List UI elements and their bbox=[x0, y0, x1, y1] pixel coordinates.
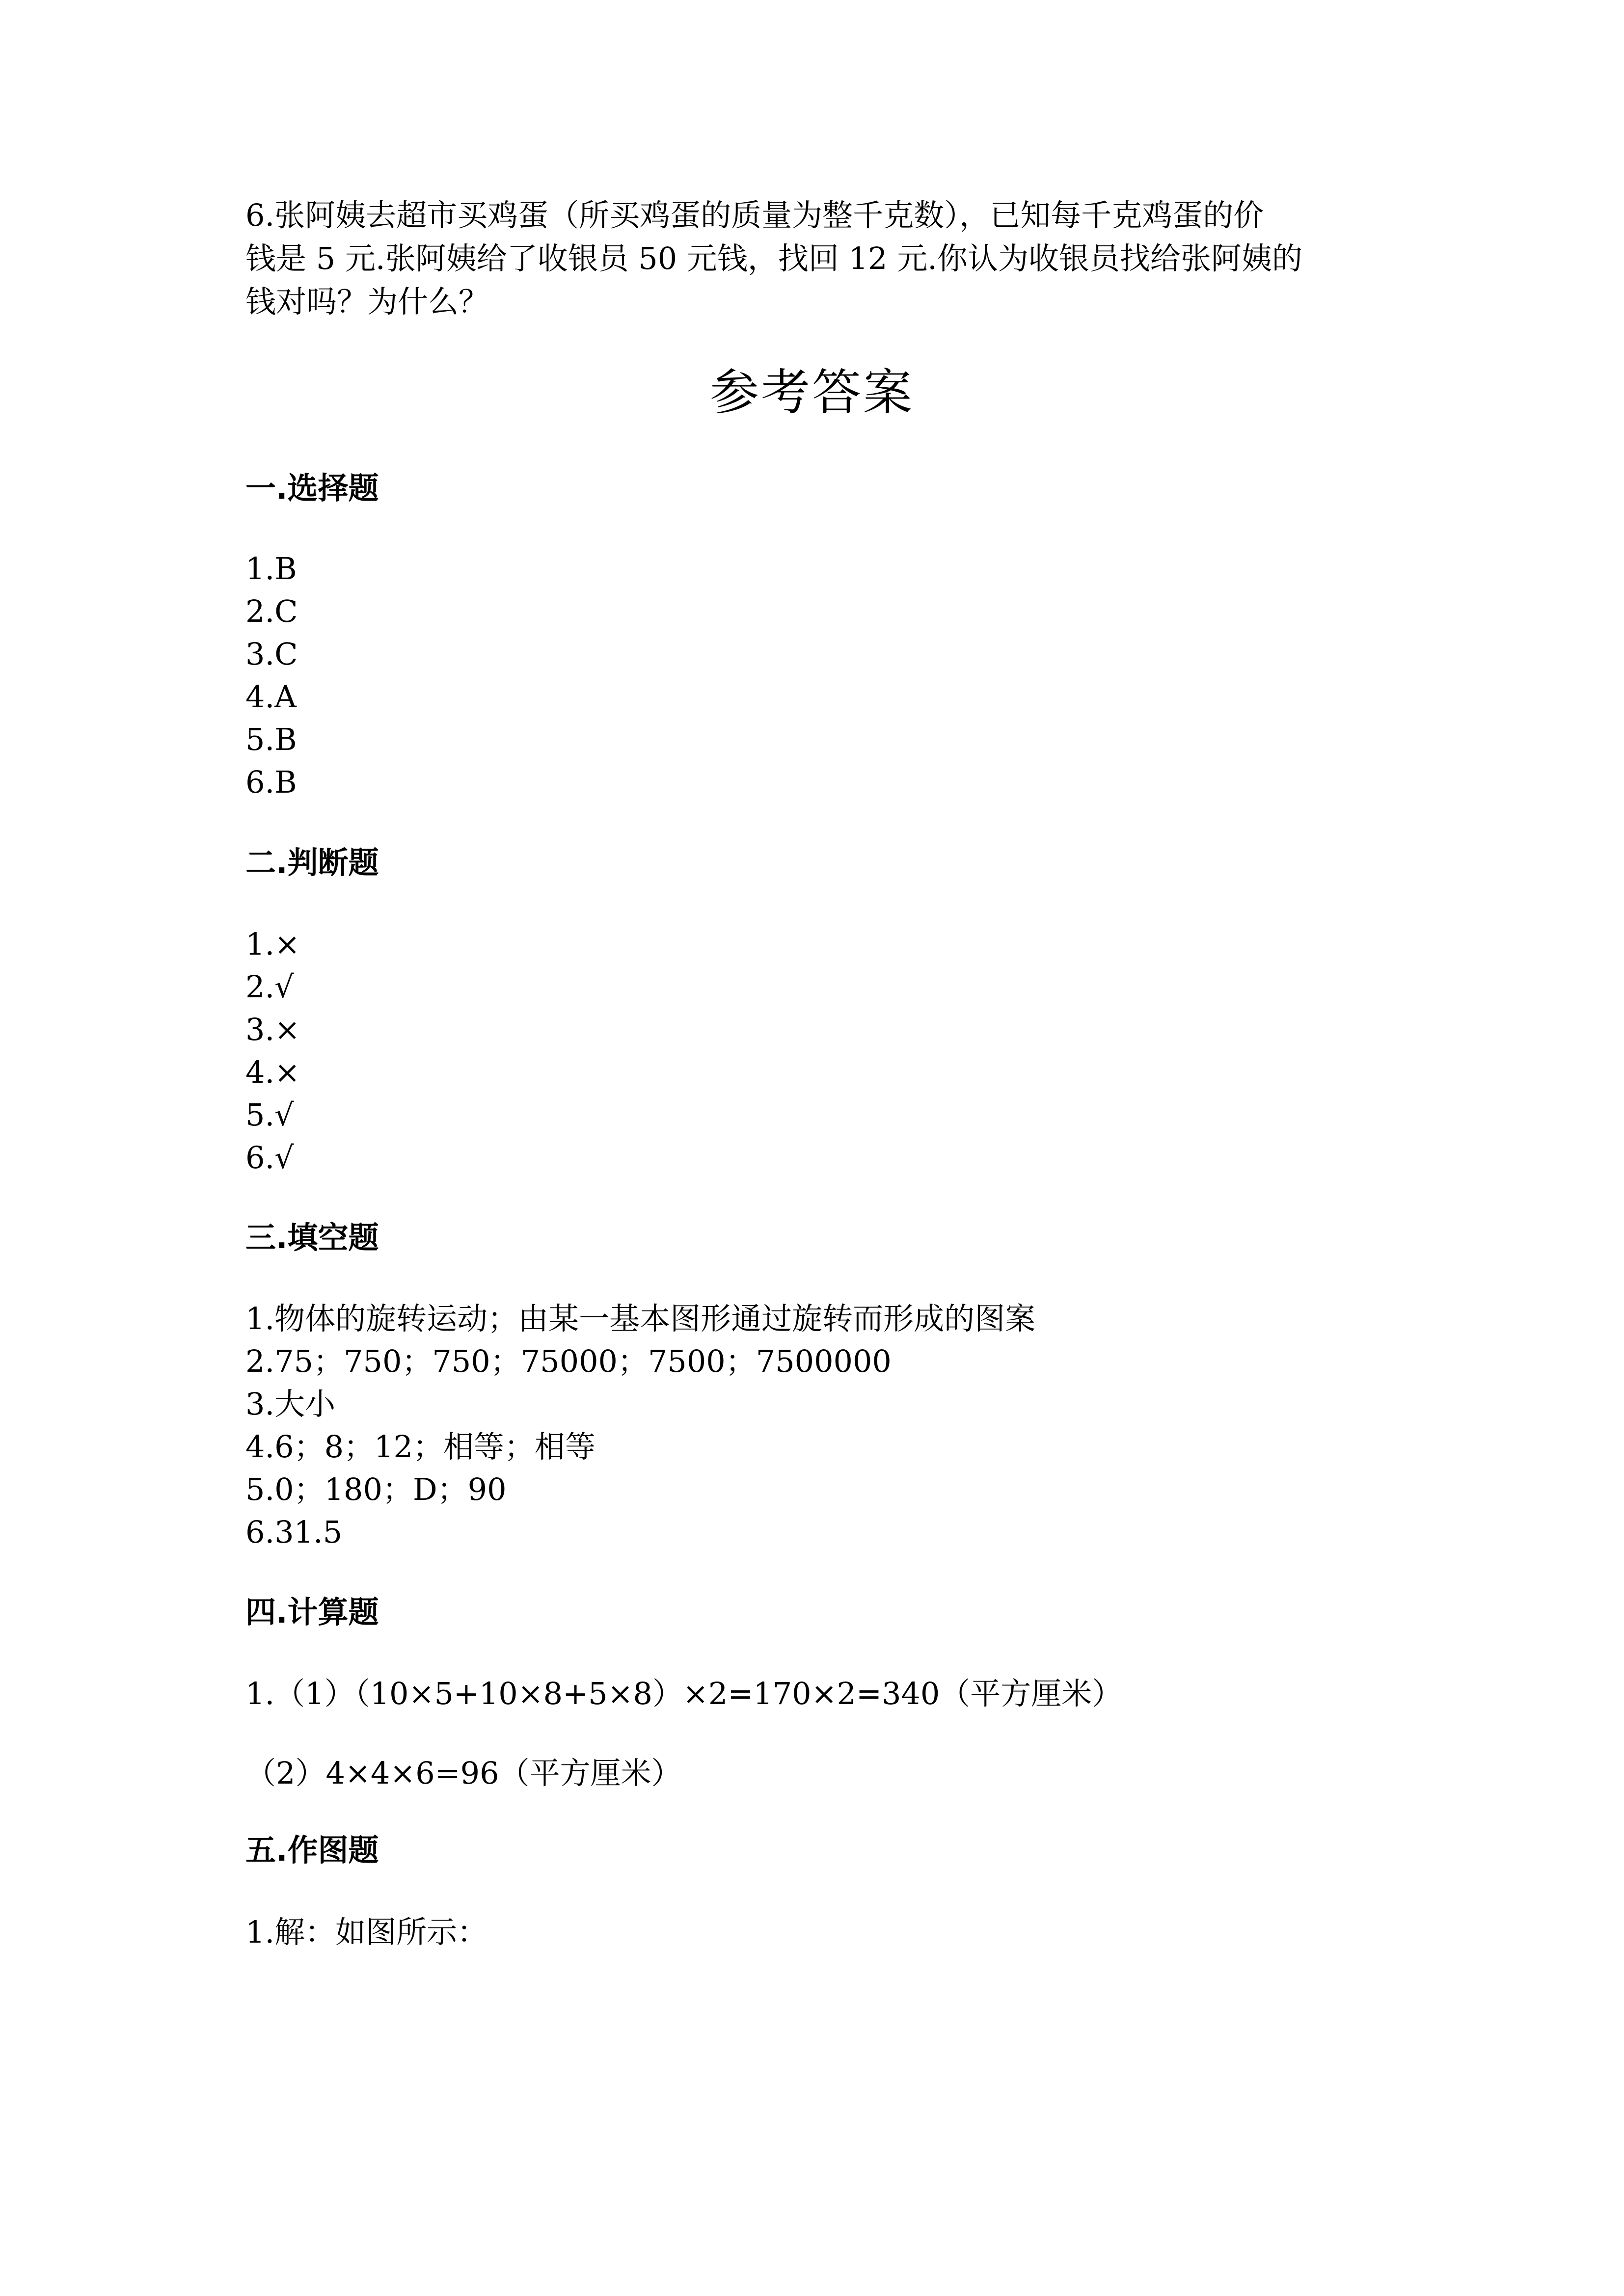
answer-item: 3.C bbox=[245, 636, 298, 672]
judge-answer-list bbox=[245, 923, 300, 1179]
answer-item: 5.0；180；D；90 bbox=[245, 1471, 507, 1507]
answer-item: 2.√ bbox=[245, 969, 294, 1005]
answer-key-title: 参考答案 bbox=[710, 364, 914, 421]
answer-item: 1.× bbox=[245, 926, 300, 962]
answer-item: 2.C bbox=[245, 593, 298, 629]
choice-answer-list bbox=[245, 547, 298, 803]
answer-item: 4.× bbox=[245, 1054, 300, 1090]
fill-answer-list bbox=[245, 1297, 1035, 1553]
calc-answer-1: 1.（1）（10×5+10×8+5×8）×2=170×2=340（平方厘米） bbox=[245, 1676, 1123, 1711]
calc-answer-2: （2）4×4×6=96（平方厘米） bbox=[245, 1755, 682, 1791]
section-heading-calc: 四.计算题 bbox=[245, 1594, 379, 1630]
answer-item: 3.大小 bbox=[245, 1386, 336, 1422]
section-heading-draw: 五.作图题 bbox=[245, 1832, 379, 1868]
answer-item: 6.31.5 bbox=[245, 1514, 343, 1550]
answer-item: 5.√ bbox=[245, 1097, 294, 1133]
section-heading-choice: 一.选择题 bbox=[245, 470, 379, 506]
answer-item: 1.B bbox=[245, 551, 297, 587]
answer-item: 3.× bbox=[245, 1012, 300, 1047]
question-line: 6.张阿姨去超市买鸡蛋（所买鸡蛋的质量为整千克数），已知每千克鸡蛋的价 bbox=[245, 197, 1264, 233]
answer-item: 2.75；750；750；75000；7500；7500000 bbox=[245, 1343, 892, 1379]
answer-item: 5.B bbox=[245, 721, 297, 757]
answer-item: 6.B bbox=[245, 764, 297, 800]
section-heading-fill: 三.填空题 bbox=[245, 1220, 379, 1255]
answer-item: 4.6；8；12；相等；相等 bbox=[245, 1429, 595, 1465]
answer-item: 6.√ bbox=[245, 1140, 294, 1175]
section-heading-judge: 二.判断题 bbox=[245, 845, 379, 881]
question-6 bbox=[245, 194, 1394, 323]
answer-item: 1.物体的旋转运动；由某一基本图形通过旋转而形成的图案 bbox=[245, 1301, 1036, 1336]
question-line: 钱是 5 元.张阿姨给了收银员 50 元钱，找回 12 元.你认为收银员找给张阿姨的 bbox=[245, 240, 1302, 276]
question-line: 钱对吗？为什么？ bbox=[245, 284, 489, 320]
draw-answer-1: 1.解：如图所示： bbox=[245, 1914, 488, 1950]
answer-item: 4.A bbox=[245, 679, 297, 715]
